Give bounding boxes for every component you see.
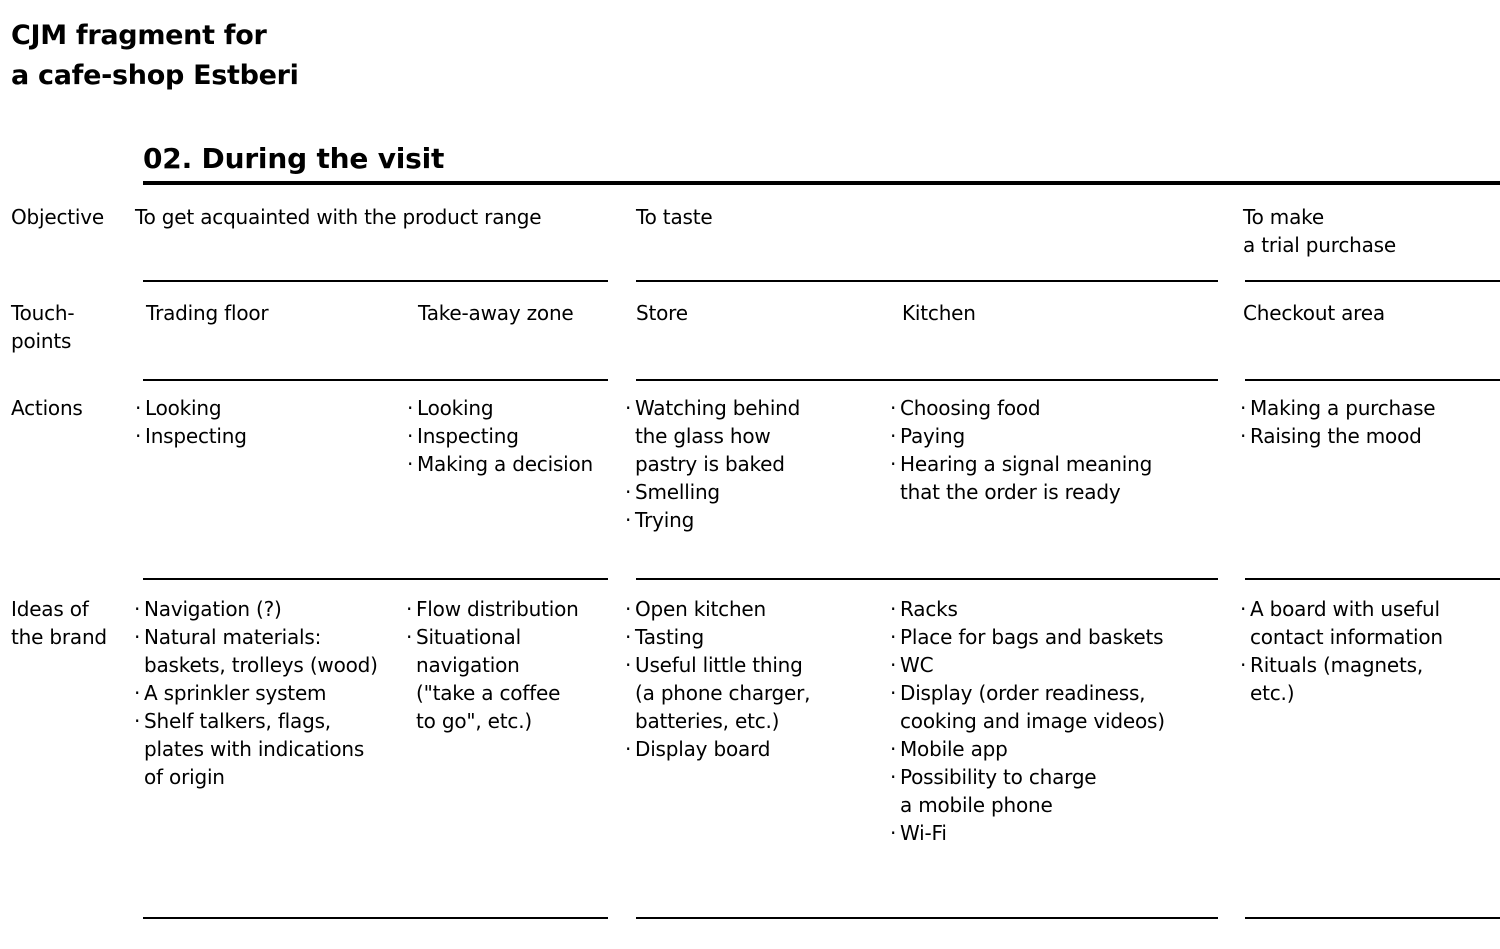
- list-item: [406, 623, 579, 735]
- bullet-icon: ·: [134, 625, 141, 649]
- list-item: [625, 623, 810, 651]
- text-line: To make: [1243, 205, 1324, 229]
- bullet-icon: ·: [134, 597, 141, 621]
- bullet-icon: ·: [1240, 396, 1247, 420]
- list-item: [625, 506, 800, 534]
- list-item-line: Navigation (?): [144, 597, 282, 621]
- divider: [1245, 917, 1500, 919]
- bullet-icon: ·: [134, 681, 141, 705]
- bullet-icon: ·: [890, 396, 897, 420]
- list-item-line: Situational: [416, 625, 521, 649]
- list-item: [1240, 394, 1435, 422]
- bullet-icon: ·: [1240, 597, 1247, 621]
- ideas-trading-floor: [134, 595, 378, 791]
- list-item-line: batteries, etc.): [635, 709, 780, 733]
- actions-take-away: [407, 394, 593, 478]
- list-item-line: Tasting: [635, 625, 704, 649]
- page-title-line: a cafe-shop Estberi: [11, 60, 299, 91]
- bullet-icon: ·: [407, 396, 414, 420]
- bullet-icon: ·: [134, 709, 141, 733]
- list-item: [1240, 651, 1443, 707]
- list-item-line: Hearing a signal meaning: [900, 452, 1153, 476]
- actions-trading-floor: [135, 394, 247, 450]
- divider: [636, 578, 1218, 580]
- list-item: [625, 394, 800, 478]
- text-line: Ideas of: [11, 597, 89, 621]
- bullet-icon: ·: [890, 452, 897, 476]
- bullet-icon: ·: [890, 424, 897, 448]
- objective-product-range: [135, 203, 541, 231]
- actions-checkout: [1240, 394, 1435, 450]
- list-item-line: A sprinkler system: [144, 681, 327, 705]
- list-item: [406, 595, 579, 623]
- list-item: [407, 450, 593, 478]
- list-item-line: navigation: [416, 653, 520, 677]
- list-item: [1240, 422, 1435, 450]
- bullet-icon: ·: [890, 653, 897, 677]
- list-item: [890, 450, 1152, 506]
- divider: [143, 578, 608, 580]
- list-item: [134, 623, 378, 679]
- list-item: [890, 595, 1165, 623]
- list-item-line: Open kitchen: [635, 597, 767, 621]
- list-item-line: Mobile app: [900, 737, 1008, 761]
- list-item-line: plates with indications: [144, 737, 365, 761]
- list-item-line: cooking and image videos): [900, 709, 1165, 733]
- list-item: [625, 651, 810, 735]
- objective-purchase: [1243, 203, 1396, 259]
- list-item-line: ("take a coffee: [416, 681, 561, 705]
- list-item-line: (a phone charger,: [635, 681, 811, 705]
- list-item: [890, 422, 1152, 450]
- list-item-line: Making a decision: [417, 452, 594, 476]
- list-item-line: Possibility to charge: [900, 765, 1097, 789]
- divider: [1245, 280, 1500, 282]
- bullet-icon: ·: [890, 681, 897, 705]
- list-item: [890, 394, 1152, 422]
- divider: [636, 280, 1218, 282]
- divider: [143, 280, 608, 282]
- bullet-icon: ·: [890, 765, 897, 789]
- row-label-ideas: [11, 595, 107, 651]
- list-item-line: pastry is baked: [635, 452, 785, 476]
- list-item-line: Watching behind: [635, 396, 801, 420]
- list-item-line: A board with useful: [1250, 597, 1440, 621]
- divider: [636, 917, 1218, 919]
- list-item-line: Display (order readiness,: [900, 681, 1146, 705]
- list-item: [134, 707, 378, 791]
- text-line: the brand: [11, 625, 107, 649]
- list-item: [890, 819, 1165, 847]
- page-title: [11, 16, 299, 96]
- bullet-icon: ·: [135, 424, 142, 448]
- list-item-line: Looking: [145, 396, 222, 420]
- row-label-touchpoints: [11, 299, 74, 355]
- list-item-line: Making a purchase: [1250, 396, 1436, 420]
- list-item: [890, 763, 1165, 819]
- touchpoint-kitchen: Kitchen: [902, 301, 976, 325]
- page-title-line: CJM fragment for: [11, 20, 267, 51]
- list-item-line: Shelf talkers, flags,: [144, 709, 331, 733]
- list-item: [625, 595, 810, 623]
- row-label-actions: [11, 394, 83, 422]
- list-item: [135, 422, 247, 450]
- list-item-line: of origin: [144, 765, 225, 789]
- bullet-icon: ·: [625, 653, 632, 677]
- list-item-line: Flow distribution: [416, 597, 579, 621]
- touchpoint-store: Store: [636, 301, 688, 325]
- objective-taste: [636, 203, 712, 231]
- bullet-icon: ·: [890, 821, 897, 845]
- list-item-line: a mobile phone: [900, 793, 1053, 817]
- list-item-line: WC: [900, 653, 934, 677]
- list-item: [890, 651, 1165, 679]
- bullet-icon: ·: [625, 480, 632, 504]
- list-item: [407, 394, 593, 422]
- list-item: [890, 679, 1165, 735]
- list-item: [890, 623, 1165, 651]
- divider: [143, 917, 608, 919]
- bullet-icon: ·: [625, 508, 632, 532]
- list-item-line: etc.): [1250, 681, 1295, 705]
- list-item-line: to go", etc.): [416, 709, 532, 733]
- actions-kitchen: [890, 394, 1152, 506]
- list-item-line: Natural materials:: [144, 625, 322, 649]
- list-item-line: Choosing food: [900, 396, 1041, 420]
- list-item: [134, 679, 378, 707]
- list-item-line: Looking: [417, 396, 494, 420]
- section-rule: [143, 181, 1500, 185]
- text-line: To taste: [636, 205, 713, 229]
- list-item-line: Smelling: [635, 480, 720, 504]
- list-item: [625, 478, 800, 506]
- ideas-checkout: [1240, 595, 1443, 707]
- row-label-objective: [11, 203, 104, 231]
- list-item-line: Paying: [900, 424, 965, 448]
- section-heading: 02. During the visit: [143, 142, 445, 175]
- text-line: Touch-: [11, 301, 75, 325]
- list-item: [1240, 595, 1443, 651]
- bullet-icon: ·: [890, 737, 897, 761]
- list-item-line: Useful little thing: [635, 653, 803, 677]
- text-line: a trial purchase: [1243, 233, 1397, 257]
- bullet-icon: ·: [1240, 424, 1247, 448]
- list-item: [135, 394, 247, 422]
- ideas-kitchen: [890, 595, 1165, 847]
- touchpoint-checkout: Checkout area: [1243, 301, 1385, 325]
- bullet-icon: ·: [406, 625, 413, 649]
- bullet-icon: ·: [1240, 653, 1247, 677]
- list-item-line: Rituals (magnets,: [1250, 653, 1423, 677]
- list-item-line: Inspecting: [417, 424, 519, 448]
- text-line: Objective: [11, 205, 105, 229]
- text-line: To get acquainted with the product range: [135, 205, 542, 229]
- list-item: [134, 595, 378, 623]
- list-item: [625, 735, 810, 763]
- bullet-icon: ·: [890, 597, 897, 621]
- list-item-line: Display board: [635, 737, 771, 761]
- divider: [143, 379, 608, 381]
- bullet-icon: ·: [625, 396, 632, 420]
- ideas-take-away: [406, 595, 579, 735]
- touchpoint-take-away: Take-away zone: [418, 301, 574, 325]
- bullet-icon: ·: [407, 424, 414, 448]
- touchpoint-trading-floor: Trading floor: [146, 301, 269, 325]
- text-line: Actions: [11, 396, 83, 420]
- divider: [636, 379, 1218, 381]
- list-item: [407, 422, 593, 450]
- bullet-icon: ·: [625, 737, 632, 761]
- ideas-store: [625, 595, 810, 763]
- text-line: points: [11, 329, 72, 353]
- list-item-line: baskets, trolleys (wood): [144, 653, 378, 677]
- actions-store: [625, 394, 800, 534]
- list-item-line: Inspecting: [145, 424, 247, 448]
- list-item: [890, 735, 1165, 763]
- divider: [1245, 578, 1500, 580]
- bullet-icon: ·: [625, 597, 632, 621]
- list-item-line: Wi-Fi: [900, 821, 947, 845]
- bullet-icon: ·: [406, 597, 413, 621]
- bullet-icon: ·: [407, 452, 414, 476]
- list-item-line: the glass how: [635, 424, 771, 448]
- list-item-line: Raising the mood: [1250, 424, 1422, 448]
- bullet-icon: ·: [625, 625, 632, 649]
- bullet-icon: ·: [890, 625, 897, 649]
- bullet-icon: ·: [135, 396, 142, 420]
- divider: [1245, 379, 1500, 381]
- list-item-line: contact information: [1250, 625, 1443, 649]
- list-item-line: Trying: [635, 508, 695, 532]
- list-item-line: Racks: [900, 597, 958, 621]
- list-item-line: that the order is ready: [900, 480, 1121, 504]
- list-item-line: Place for bags and baskets: [900, 625, 1164, 649]
